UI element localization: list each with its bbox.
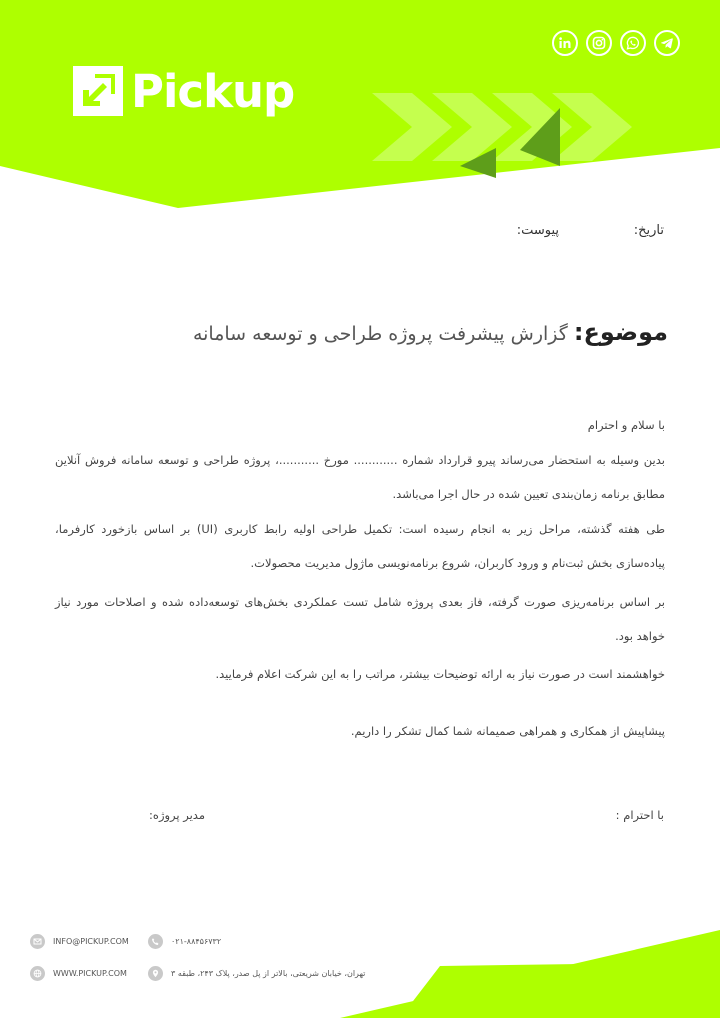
footer-address: [148, 966, 365, 981]
footer-phone: [148, 934, 221, 949]
project-manager-label: مدیر پروژه:: [149, 808, 205, 822]
website-text[interactable]: WWW.PICKUP.COM: [53, 969, 127, 978]
social-links: [552, 30, 680, 56]
date-label: تاریخ:: [633, 223, 664, 238]
telegram-icon[interactable]: [654, 30, 680, 56]
paragraph-2: طی هفته گذشته، مراحل زیر به انجام رسیده است: تکمیل طراحی اولیه رابط کاربری (UI) بر اساس بازخورد کارفرما، پیاده‌سازی بخش ثبت‌نام و ورود کاربران، شروع برنامه‌نویسی ماژول مدیریت محصولات.: [55, 522, 665, 570]
phone-icon: [148, 934, 163, 949]
paragraph-1: بدین وسیله به استحضار می‌رساند پیرو قرارداد شماره ............ مورخ ...........، پروژه طراحی و توسعه سامانه فروش آنلاین مطابق برنامه زمان‌بندی تعیین شده در حال اجرا می‌باشد.: [55, 453, 665, 501]
mail-icon: [30, 934, 45, 949]
instagram-icon[interactable]: [586, 30, 612, 56]
footer-email: [30, 934, 129, 949]
subject-line: [193, 318, 668, 346]
closing-line: پیشاپیش از همکاری و همراهی صمیمانه شما کمال تشکر را داریم.: [350, 724, 665, 738]
attachment-label: پیوست:: [516, 223, 559, 238]
subject-label: موضوع:: [573, 318, 668, 346]
subject-text: گزارش پیشرفت پروژه طراحی و توسعه سامانه: [192, 323, 568, 345]
paragraph-3: بر اساس برنامه‌ریزی صورت گرفته، فاز بعدی پروژه شامل تست عملکردی بخش‌های توسعه‌داده شده و اصلاحات مورد نیاز خواهد بود.: [55, 595, 665, 643]
regards-label: با احترام :: [615, 808, 664, 822]
linkedin-icon[interactable]: [552, 30, 578, 56]
whatsapp-icon[interactable]: [620, 30, 646, 56]
location-pin-icon: [148, 966, 163, 981]
phone-text: ۰۲۱-۸۸۴۵۶۷۳۲: [171, 937, 222, 946]
email-text[interactable]: INFO@PICKUP.COM: [53, 937, 129, 946]
brand-name: Pickup: [131, 64, 295, 118]
address-text: تهران، خیابان شریعتی، بالاتر از پل صدر، پلاک ۲۴۳، طبقه ۳: [171, 969, 366, 978]
pickup-logo-icon: [73, 66, 123, 116]
paragraph-4: خواهشمند است در صورت نیاز به ارائه توضیحات بیشتر، مراتب را به این شرکت اعلام فرمایید.: [215, 667, 665, 681]
footer-website: [30, 966, 127, 981]
brand-logo: [73, 66, 294, 116]
greeting: با سلام و احترام: [587, 418, 665, 432]
globe-icon: [30, 966, 45, 981]
